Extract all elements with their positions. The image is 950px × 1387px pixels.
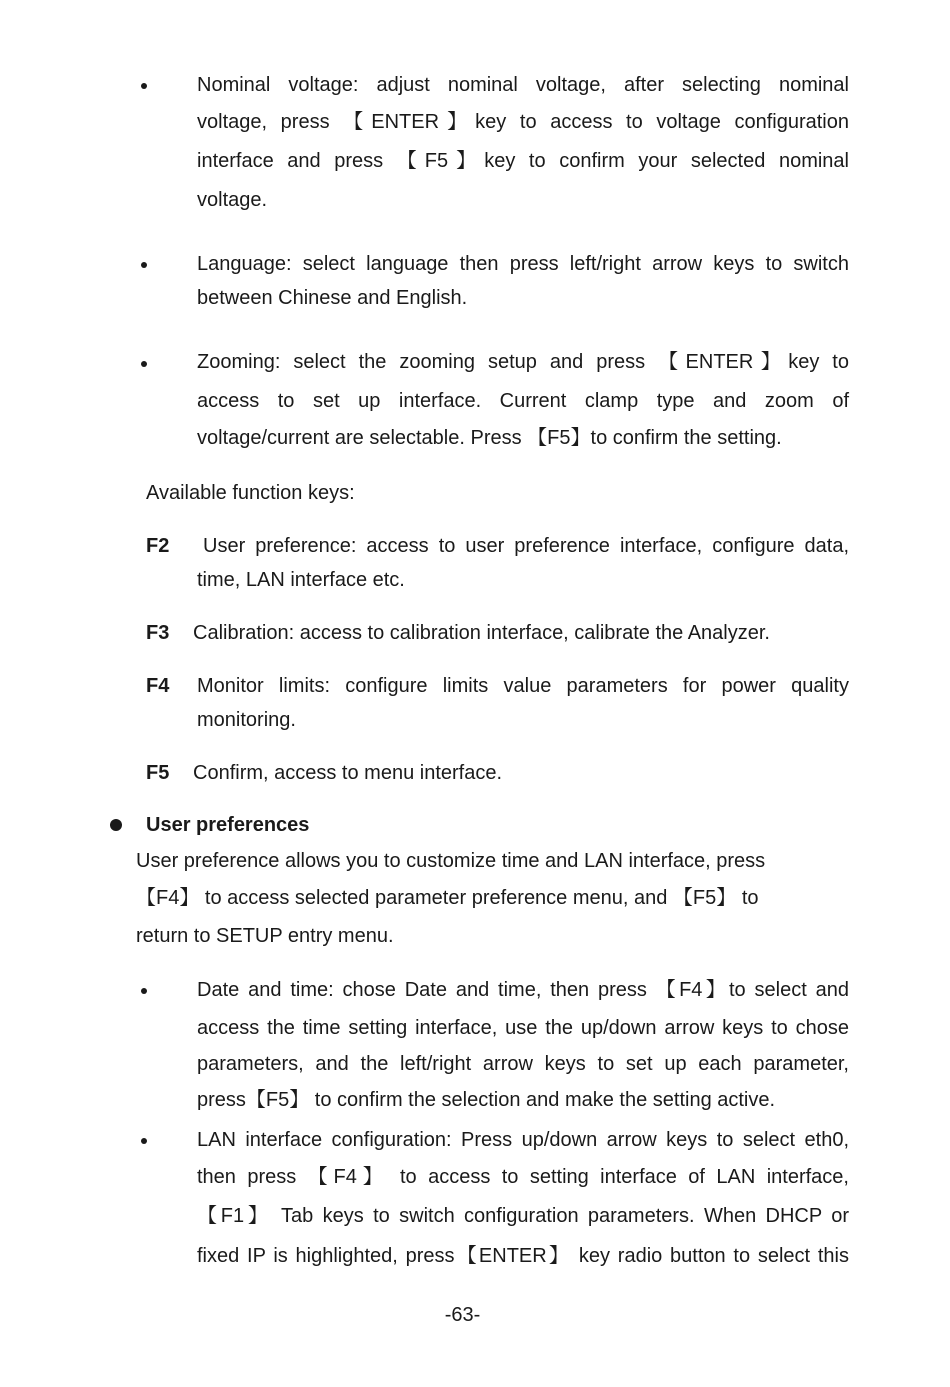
section-intro-line-1: User preference allows you to customize time and LAN interface, press <box>136 850 766 872</box>
function-keys-heading: Available function keys: <box>146 482 355 504</box>
nominal-voltage-line-4: voltage. <box>197 189 268 211</box>
bullet-marker <box>141 83 147 89</box>
date-time-line-4: press【F5】 to confirm the selection and make the setting active. <box>197 1089 776 1111</box>
function-key-f3: F3 <box>146 622 170 644</box>
date-time-line-3: parameters, and the left/right arrow keys to set up each parameter, <box>197 1053 849 1075</box>
zooming-line-1: Zooming: select the zooming setup and press 【ENTER】key to <box>197 351 849 373</box>
lan-config-line-3: 【F1】 Tab keys to switch configuration parameters. When DHCP or <box>197 1205 849 1227</box>
bullet-marker <box>141 361 147 367</box>
function-key-f4: F4 <box>146 675 170 697</box>
bullet-marker <box>141 1138 147 1144</box>
lan-config-line-1: LAN interface configuration: Press up/down arrow keys to select eth0, <box>197 1129 849 1151</box>
function-key-f4-desc-2: monitoring. <box>197 709 296 731</box>
nominal-voltage-line-1: Nominal voltage: adjust nominal voltage, after selecting nominal <box>197 74 849 96</box>
language-line-2: between Chinese and English. <box>197 287 468 309</box>
section-bullet-marker <box>110 819 122 831</box>
lan-config-line-4: fixed IP is highlighted, press【ENTER】 key radio button to select this <box>197 1245 849 1267</box>
section-intro-line-2: 【F4】 to access selected parameter preference menu, and 【F5】 to <box>136 887 759 909</box>
bullet-marker <box>141 262 147 268</box>
function-key-f2-desc-1: User preference: access to user preference interface, configure data, <box>203 535 849 557</box>
function-key-f2-desc-2: time, LAN interface etc. <box>197 569 405 591</box>
bullet-marker <box>141 988 147 994</box>
zooming-line-2: access to set up interface. Current clamp type and zoom of <box>197 390 849 412</box>
nominal-voltage-line-3: interface and press 【F5】key to confirm your selected nominal <box>197 150 849 172</box>
function-key-f3-desc: Calibration: access to calibration interface, calibrate the Analyzer. <box>193 622 770 644</box>
date-time-line-2: access the time setting interface, use the up/down arrow keys to chose <box>197 1017 849 1039</box>
function-key-f5-desc: Confirm, access to menu interface. <box>193 762 503 784</box>
section-title: User preferences <box>146 814 310 836</box>
language-line-1: Language: select language then press left/right arrow keys to switch <box>197 253 849 275</box>
date-time-line-1: Date and time: chose Date and time, then press 【F4】to select and <box>197 979 849 1001</box>
page-number: -63- <box>444 1304 481 1326</box>
function-key-f2: F2 <box>146 535 170 557</box>
function-key-f4-desc-1: Monitor limits: configure limits value parameters for power quality <box>197 675 849 697</box>
nominal-voltage-line-2: voltage, press 【ENTER】key to access to voltage configuration <box>197 111 849 133</box>
function-key-f5: F5 <box>146 762 170 784</box>
zooming-line-3: voltage/current are selectable. Press 【F5】to confirm the setting. <box>197 427 782 449</box>
lan-config-line-2: then press 【F4】 to access to setting interface of LAN interface, <box>197 1166 849 1188</box>
section-intro-line-3: return to SETUP entry menu. <box>136 925 394 947</box>
